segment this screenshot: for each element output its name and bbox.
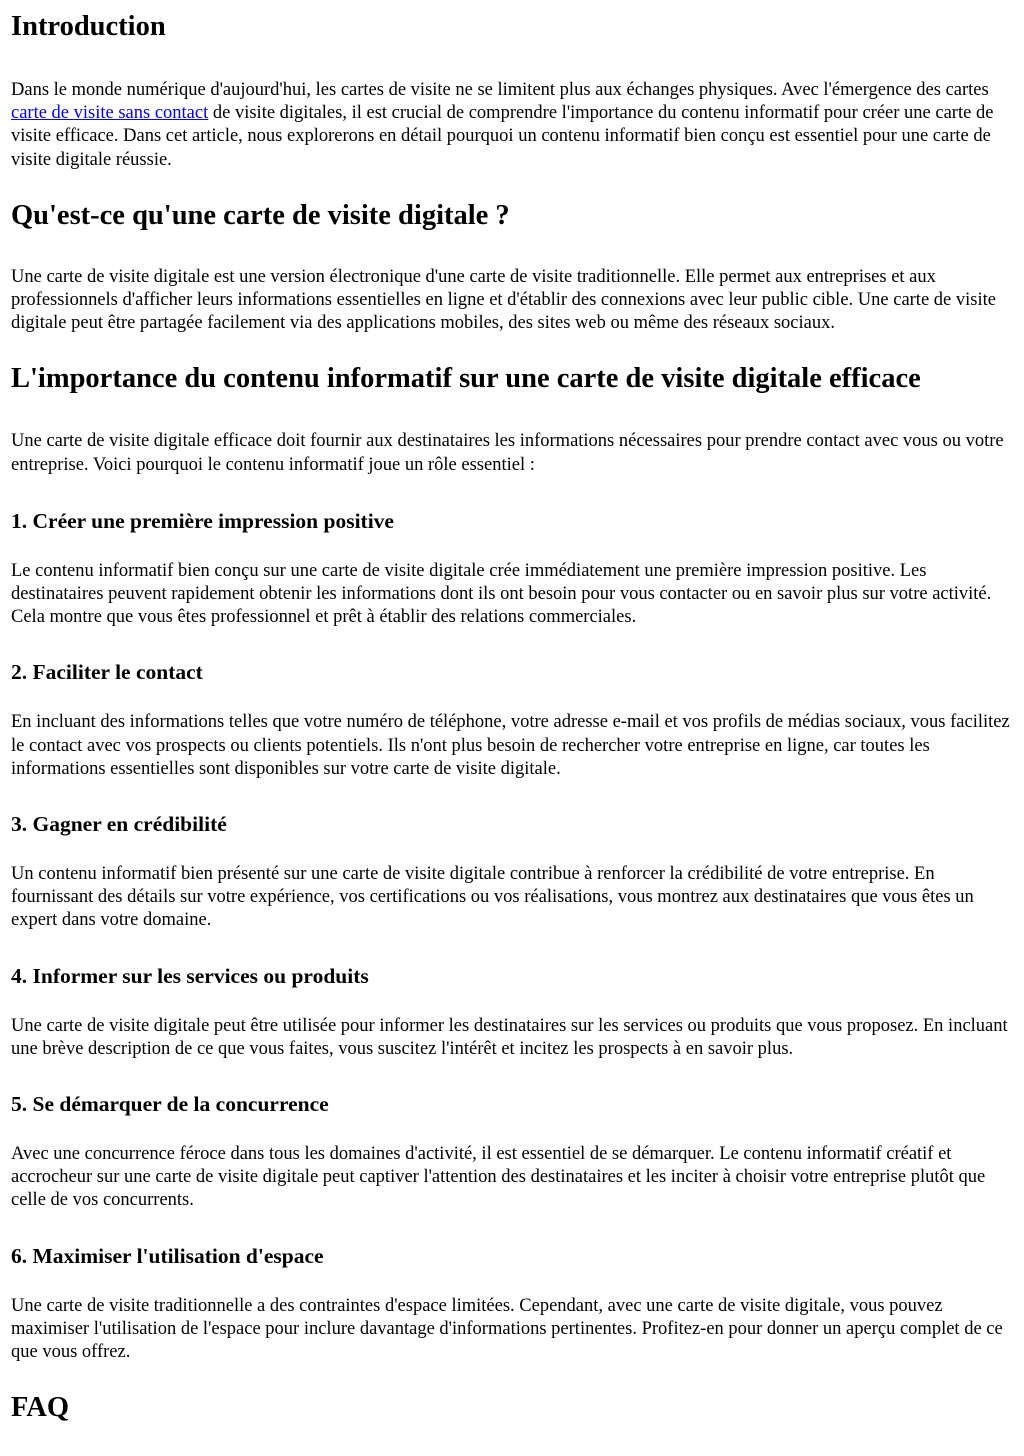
- what-paragraph: Une carte de visite digitale est une version électronique d'une carte de visite traditionnelle. Elle permet aux entreprises et aux professionnels d'afficher leurs informations essentielles en ligne et d'établir des connexions avec leur public cible. Une carte de visite digitale peut être partagée facilement via des applications mobiles, des sites web ou même des réseaux sociaux.: [11, 266, 996, 334]
- intro-heading: Introduction: [11, 11, 166, 42]
- section-1-heading: 1. Créer une première impression positive: [11, 508, 394, 533]
- importance-paragraph: Une carte de visite digitale efficace doit fournir aux destinataires les informations nécessaires pour prendre contact avec vous ou votre entreprise. Voici pourquoi le contenu informatif joue un rôle essentiel :: [11, 431, 1004, 475]
- section-5-paragraph: Avec une concurrence féroce dans tous les domaines d'activité, il est essentiel de se démarquer. Le contenu informatif créatif et accrocheur sur une carte de visite digitale peut captiver l'attention des destinataires et les inciter à choisir votre entreprise plutôt que celle de vos concurrents.: [11, 1144, 986, 1211]
- what-heading: Qu'est-ce qu'une carte de visite digitale ?: [11, 199, 510, 231]
- section-4-heading: 4. Informer sur les services ou produits: [11, 963, 369, 988]
- intro-paragraph: [11, 79, 1013, 172]
- section-2-heading: 2. Faciliter le contact: [11, 660, 203, 685]
- faq-heading: FAQ: [11, 1392, 70, 1424]
- section-2-paragraph: En incluant des informations telles que votre numéro de téléphone, votre adresse e-mail et vos profils de médias sociaux, vous facilitez le contact avec vos prospects ou clients potentiels. Ils n'ont plus besoin de rechercher votre entreprise en ligne, car toutes les informations essentielles sont disponibles sur votre carte de visite digitale.: [11, 712, 1010, 779]
- intro-text-before: Dans le monde numérique d'aujourd'hui, les cartes de visite ne se limitent plus aux échanges physiques. Avec l'émergence des cartes: [11, 80, 989, 100]
- section-6-paragraph: Une carte de visite traditionnelle a des contraintes d'espace limitées. Cependant, avec une carte de visite digitale, vous pouvez maximiser l'utilisation de l'espace pour inclure davantage d'informations pertinentes. Profitez-en pour donner un aperçu complet de ce que vous offrez.: [11, 1295, 1003, 1363]
- section-4-paragraph: Une carte de visite digitale peut être utilisée pour informer les destinataires sur les services ou produits que vous proposez. En incluant une brève description de ce que vous faites, vous suscitez l'intérêt et incitez les prospects à en savoir plus.: [11, 1015, 1008, 1059]
- section-1-paragraph: Le contenu informatif bien conçu sur une carte de visite digitale crée immédiatement une première impression positive. Les destinataires peuvent rapidement obtenir les informations dont ils ont besoin pour vous contacter ou en savoir plus sur votre activité. Cela montre que vous êtes professionnel et prêt à établir des relations commerciales.: [11, 560, 992, 628]
- section-6-heading: 6. Maximiser l'utilisation d'espace: [11, 1243, 324, 1268]
- contactless-card-link[interactable]: carte de visite sans contact: [11, 103, 209, 124]
- importance-heading: L'importance du contenu informatif sur une carte de visite digitale efficace: [11, 363, 921, 395]
- section-5-heading: 5. Se démarquer de la concurrence: [11, 1092, 329, 1117]
- intro-text-after: de visite digitales, il est crucial de comprendre l'importance du contenu informatif pour créer une carte de visite efficace. Dans cet article, nous explorerons en détail pourquoi un contenu informatif bien conçu est essentiel pour une carte de visite digitale réussie.: [11, 103, 994, 170]
- section-3-paragraph: Un contenu informatif bien présenté sur une carte de visite digitale contribue à renforcer la crédibilité de votre entreprise. En fournissant des détails sur votre expérience, vos certifications ou vos réalisations, vous montrez aux destinataires que vous êtes un expert dans votre domaine.: [11, 864, 974, 931]
- article: [0, 10, 1024, 1425]
- section-3-heading: 3. Gagner en crédibilité: [11, 812, 227, 837]
